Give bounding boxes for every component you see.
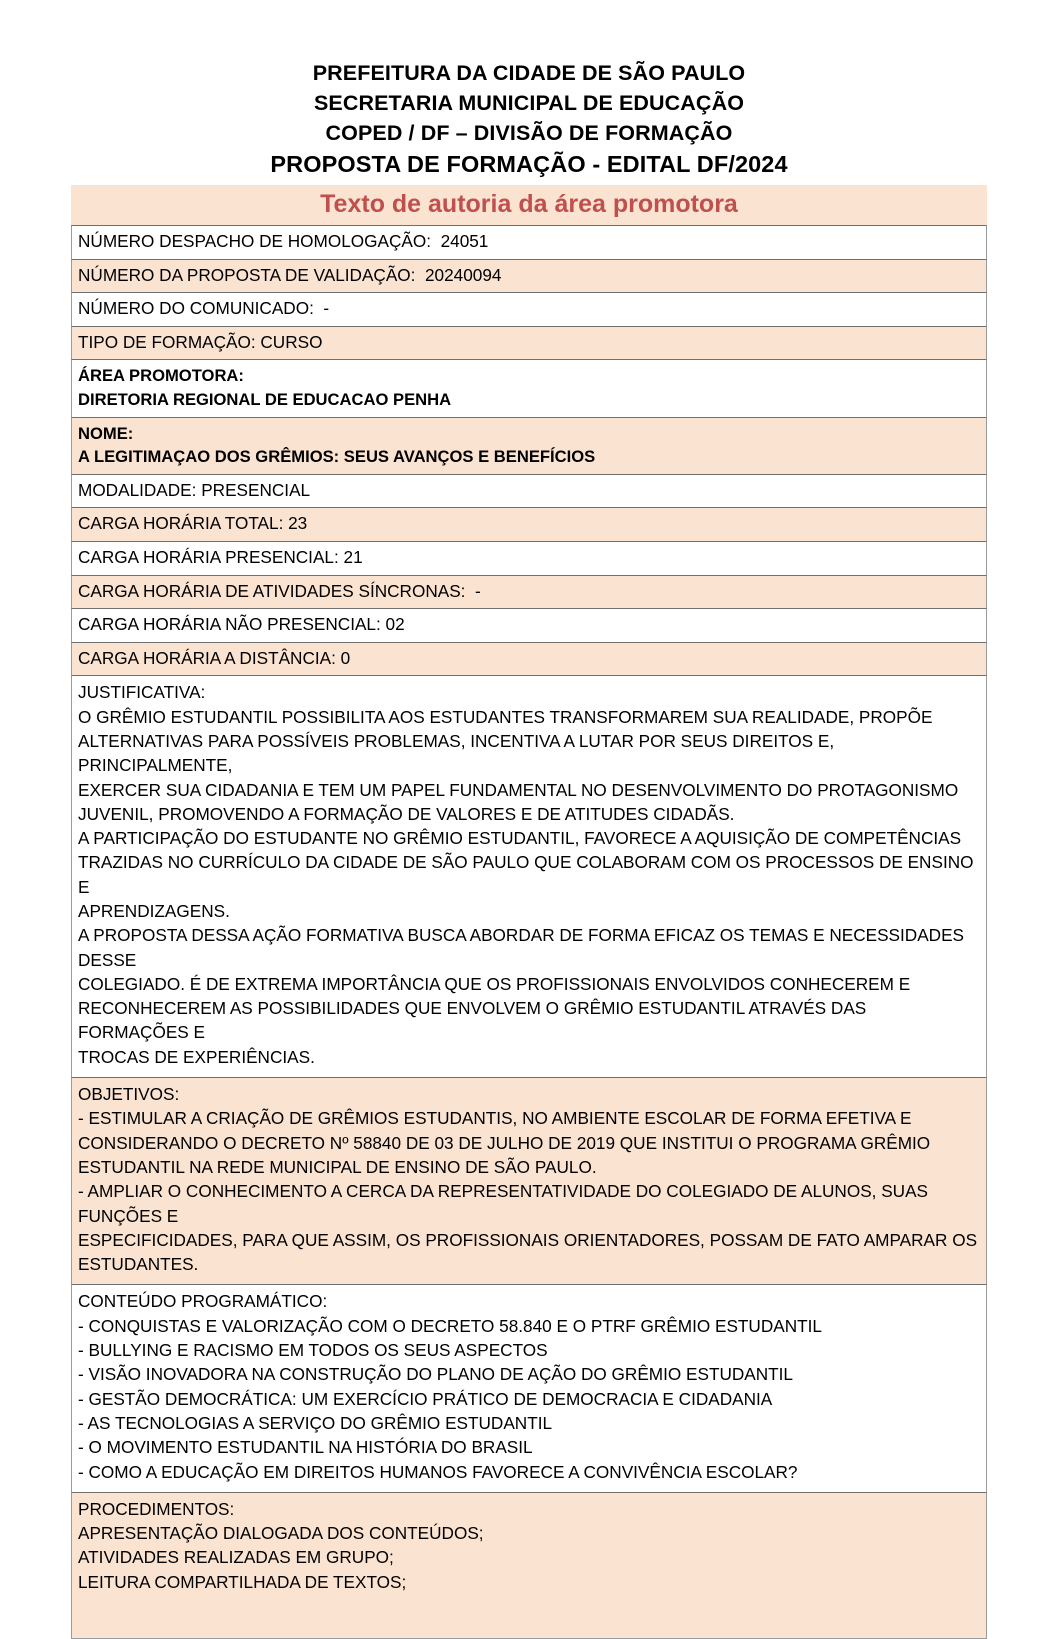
numero-despacho-text: NÚMERO DESPACHO DE HOMOLOGAÇÃO: 24051 [78, 231, 489, 251]
carga-distancia-text: CARGA HORÁRIA A DISTÂNCIA: 0 [78, 647, 351, 668]
nome-value: A LEGITIMAÇAO DOS GRÊMIOS: SEUS AVANÇOS E BENEFÍCIOS [78, 447, 596, 467]
row-numero-comunicado [71, 292, 987, 327]
objetivos-line: - ESTIMULAR A CRIAÇÃO DE GRÊMIOS ESTUDANTIS, NO AMBIENTE ESCOLAR DE FORMA EFETIVA E [78, 1108, 912, 1129]
justificativa-line: COLEGIADO. É DE EXTREMA IMPORTÂNCIA QUE OS PROFISSIONAIS ENVOLVIDOS CONHECEREM E [78, 973, 911, 994]
row-tipo-formacao [71, 326, 987, 361]
justificativa-line: TROCAS DE EXPERIÊNCIAS. [78, 1046, 315, 1067]
modalidade-text: MODALIDADE: PRESENCIAL [78, 479, 311, 500]
row-carga-presencial [71, 541, 987, 576]
carga-total-text: CARGA HORÁRIA TOTAL: 23 [78, 513, 308, 534]
justificativa-line: A PROPOSTA DESSA AÇÃO FORMATIVA BUSCA ABORDAR DE FORMA EFICAZ OS TEMAS E NECESSIDADES DESSE [78, 925, 969, 970]
justificativa-line: JUVENIL, PROMOVENDO A FORMAÇÃO DE VALORES E DE ATITUDES CIDADÃS. [78, 803, 735, 824]
header-line-secretaria: SECRETARIA MUNICIPAL DE EDUCAÇÃO [313, 91, 745, 115]
conteudo-title: CONTEÚDO PROGRAMÁTICO: [78, 1291, 328, 1312]
carga-sincronas-text: CARGA HORÁRIA DE ATIVIDADES SÍNCRONAS: - [78, 580, 481, 601]
header-line-prefeitura: PREFEITURA DA CIDADE DE SÃO PAULO [312, 61, 746, 85]
banner-title: Texto de autoria da área promotora [320, 190, 738, 218]
objetivos-title: OBJETIVOS: [78, 1084, 180, 1105]
row-numero-despacho [71, 225, 987, 260]
banner-texto-autoria [71, 185, 987, 225]
area-promotora-value: DIRETORIA REGIONAL DE EDUCACAO PENHA [78, 389, 452, 409]
conteudo-line: - CONQUISTAS E VALORIZAÇÃO COM O DECRETO 58.840 E O PTRF GRÊMIO ESTUDANTIL [78, 1315, 822, 1336]
carga-nao-presencial-text: CARGA HORÁRIA NÃO PRESENCIAL: 02 [78, 614, 405, 635]
numero-proposta-text: NÚMERO DA PROPOSTA DE VALIDAÇÃO: 20240094 [78, 264, 502, 285]
conteudo-line: - BULLYING E RACISMO EM TODOS OS SEUS ASPECTOS [78, 1340, 548, 1361]
document-header [0, 0, 1058, 181]
justificativa-title: JUSTIFICATIVA: [78, 682, 206, 703]
row-nome [71, 417, 987, 475]
row-procedimentos [71, 1492, 987, 1639]
proposta-table [71, 225, 987, 1639]
header-line-proposta: PROPOSTA DE FORMAÇÃO - EDITAL DF/2024 [270, 151, 788, 177]
objetivos-line: CONSIDERANDO O DECRETO Nº 58840 DE 03 DE JULHO DE 2019 QUE INSTITUI O PROGRAMA GRÊMIO [78, 1132, 931, 1153]
nome-label: NOME: [78, 423, 134, 443]
conteudo-line: - O MOVIMENTO ESTUDANTIL NA HISTÓRIA DO BRASIL [78, 1437, 533, 1458]
conteudo-line: - AS TECNOLOGIAS A SERVIÇO DO GRÊMIO ESTUDANTIL [78, 1412, 553, 1433]
procedimentos-line: ATIVIDADES REALIZADAS EM GRUPO; [78, 1547, 394, 1568]
objetivos-line: ESTUDANTES. [78, 1254, 199, 1275]
row-carga-sincronas [71, 575, 987, 610]
justificativa-line: TRAZIDAS NO CURRÍCULO DA CIDADE DE SÃO PAULO QUE COLABORAM COM OS PROCESSOS DE ENSINO E [78, 852, 979, 897]
row-carga-total [71, 507, 987, 542]
header-line-coped: COPED / DF – DIVISÃO DE FORMAÇÃO [325, 121, 733, 145]
justificativa-line: A PARTICIPAÇÃO DO ESTUDANTE NO GRÊMIO ESTUDANTIL, FAVORECE A AQUISIÇÃO DE COMPETÊNCIAS [78, 828, 962, 849]
row-numero-proposta [71, 259, 987, 294]
conteudo-line: - VISÃO INOVADORA NA CONSTRUÇÃO DO PLANO DE AÇÃO DO GRÊMIO ESTUDANTIL [78, 1364, 793, 1385]
row-modalidade [71, 474, 987, 509]
conteudo-line: - COMO A EDUCAÇÃO EM DIREITOS HUMANOS FAVORECE A CONVIVÊNCIA ESCOLAR? [78, 1461, 798, 1482]
justificativa-line: APRENDIZAGENS. [78, 900, 230, 921]
row-objetivos [71, 1077, 987, 1285]
procedimentos-line: LEITURA COMPARTILHADA DE TEXTOS; [78, 1571, 407, 1592]
tipo-formacao-text: TIPO DE FORMAÇÃO: CURSO [78, 331, 323, 352]
conteudo-line: - GESTÃO DEMOCRÁTICA: UM EXERCÍCIO PRÁTICO DE DEMOCRACIA E CIDADANIA [78, 1388, 773, 1409]
row-conteudo-programatico [71, 1284, 987, 1492]
row-carga-nao-presencial [71, 608, 987, 643]
area-promotora-label: ÁREA PROMOTORA: [78, 366, 244, 386]
procedimentos-title: PROCEDIMENTOS: [78, 1498, 235, 1519]
carga-presencial-text: CARGA HORÁRIA PRESENCIAL: 21 [78, 546, 363, 567]
objetivos-line: ESPECIFICIDADES, PARA QUE ASSIM, OS PROFISSIONAIS ORIENTADORES, POSSAM DE FATO AMPARAR OS [78, 1229, 978, 1250]
justificativa-line: O GRÊMIO ESTUDANTIL POSSIBILITA AOS ESTUDANTES TRANSFORMAREM SUA REALIDADE, PROPÕE [78, 706, 933, 727]
row-area-promotora [71, 359, 987, 417]
objetivos-line: ESTUDANTIL NA REDE MUNICIPAL DE ENSINO DE SÃO PAULO. [78, 1156, 597, 1177]
objetivos-line: - AMPLIAR O CONHECIMENTO A CERCA DA REPRESENTATIVIDADE DO COLEGIADO DE ALUNOS, SUAS FUNÇÕES E [78, 1181, 933, 1226]
procedimentos-line: APRESENTAÇÃO DIALOGADA DOS CONTEÚDOS; [78, 1523, 484, 1544]
row-carga-distancia [71, 642, 987, 677]
justificativa-line: RECONHECEREM AS POSSIBILIDADES QUE ENVOLVEM O GRÊMIO ESTUDANTIL ATRAVÉS DAS FORMAÇÕES E [78, 998, 872, 1043]
justificativa-line: EXERCER SUA CIDADANIA E TEM UM PAPEL FUNDAMENTAL NO DESENVOLVIMENTO DO PROTAGONISMO [78, 779, 959, 800]
row-justificativa [71, 675, 987, 1078]
numero-comunicado-text: NÚMERO DO COMUNICADO: - [78, 298, 330, 319]
justificativa-line: ALTERNATIVAS PARA POSSÍVEIS PROBLEMAS, INCENTIVA A LUTAR POR SEUS DIREITOS E, PRINCIPALMENTE, [78, 730, 839, 776]
